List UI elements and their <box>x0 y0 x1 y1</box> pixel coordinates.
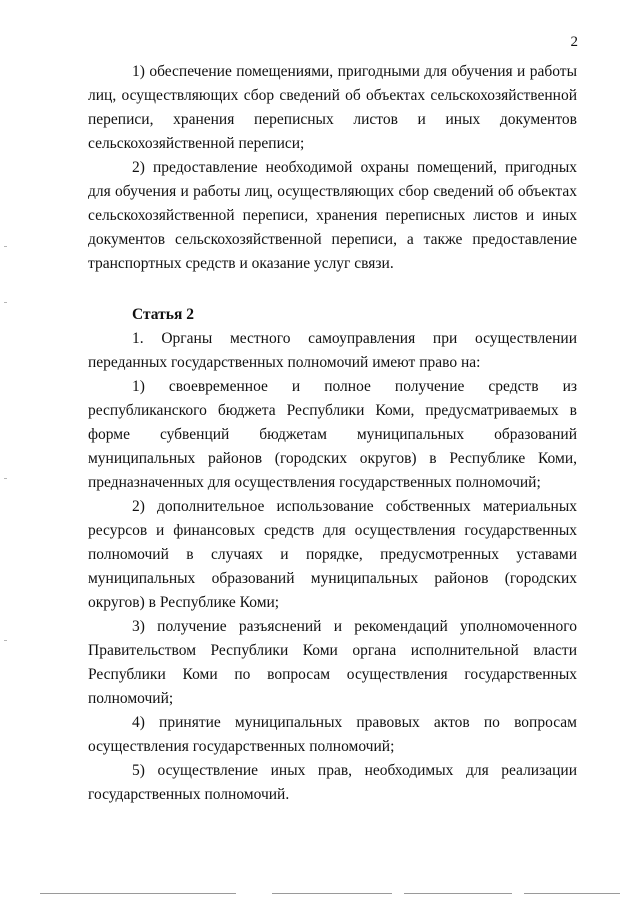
paragraph-right-2: 2) дополнительное использование собственных материальных ресурсов и финансовых средств для осуществления государственных полномочий в случаях и порядке, предусмотренных уставами муниципальных образований муниципальных районов (городских округов) в Республике Коми; <box>88 498 577 611</box>
scan-margin-mark <box>4 478 7 479</box>
scan-bottom-line <box>272 893 392 894</box>
scan-bottom-line <box>524 893 620 894</box>
paragraph-provision-security: 2) предоставление необходимой охраны помещений, пригодных для обучения и работы лиц, осуществляющих сбор сведений об объектах сельскохозяйственной переписи, хранения переписных листов и иных документов сельскохозяйственной переписи, а также предоставление транспортных средств и оказание услуг связи. <box>88 159 577 272</box>
paragraph-right-3: 3) получение разъяснений и рекомендаций уполномоченного Правительством Республики Коми органа исполнительной власти Республики Коми по вопросам осуществления государственных полномочий; <box>88 618 577 707</box>
paragraph-rights-intro: 1. Органы местного самоуправления при осуществлении переданных государственных полномочий имеют право на: <box>88 330 577 371</box>
scan-margin-mark <box>4 640 7 641</box>
document-body <box>88 60 577 807</box>
scan-margin-mark <box>4 246 7 247</box>
article-2-heading: Статья 2 <box>132 306 194 323</box>
scan-bottom-line <box>40 893 236 894</box>
paragraph-right-1: 1) своевременное и полное получение средств из республиканского бюджета Республики Коми, предусматриваемых в форме субвенций бюджетам муниципальных образований муниципальных районов (городских округов) в Республике Коми, предназначенных для осуществления государственных полномочий; <box>88 378 577 491</box>
scan-margin-mark <box>4 302 7 303</box>
page-number: 2 <box>570 34 578 50</box>
paragraph-provision-premises: 1) обеспечение помещениями, пригодными для обучения и работы лиц, осуществляющих сбор сведений об объектах сельскохозяйственной переписи, хранения переписных листов и иных документов сельскохозяйственной переписи; <box>88 63 577 152</box>
paragraph-right-5: 5) осуществление иных прав, необходимых для реализации государственных полномочий. <box>88 762 577 803</box>
scan-bottom-line <box>404 893 512 894</box>
paragraph-right-4: 4) принятие муниципальных правовых актов по вопросам осуществления государственных полномочий; <box>88 714 577 755</box>
